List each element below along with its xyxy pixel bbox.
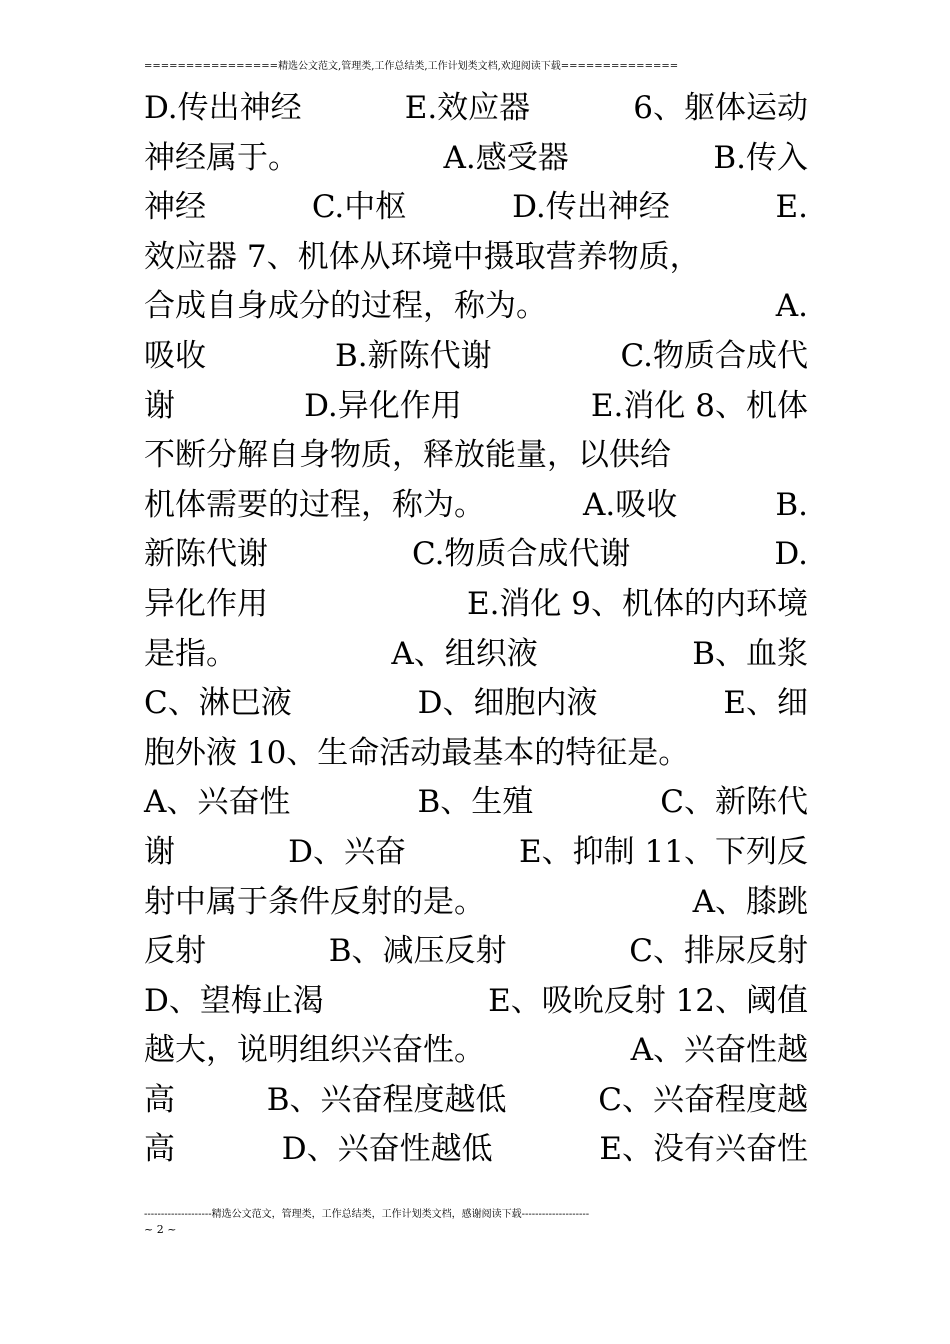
text-line	[144, 1026, 808, 1076]
text-segment: 6、躯体运动	[633, 90, 808, 126]
text-segment: 高	[144, 1131, 175, 1168]
text-segment: 反射	[144, 933, 206, 970]
text-segment: 谢	[144, 833, 175, 870]
text-segment: 新陈代谢	[144, 536, 268, 573]
text-segment: C.物质合成代谢	[411, 536, 631, 573]
text-segment: B.传入	[713, 139, 808, 176]
text-segment: A.	[775, 288, 808, 325]
text-segment: 异化作用	[144, 585, 268, 622]
text-line	[144, 1076, 808, 1126]
text-segment: 越大，说明组织兴奋性。	[144, 1032, 485, 1069]
text-segment: 是指。	[144, 635, 237, 672]
text-segment: E、细	[723, 685, 808, 722]
text-segment: D、细胞内液	[417, 685, 598, 722]
text-segment: E、吸吮反射 12、阈值	[488, 982, 808, 1019]
text-segment: B.新陈代谢	[334, 337, 492, 374]
text-line	[144, 332, 808, 382]
text-segment: A.感受器	[443, 139, 569, 176]
text-segment: C、新陈代	[660, 784, 808, 821]
text-line	[144, 828, 808, 878]
text-segment: A、兴奋性越	[630, 1032, 808, 1069]
text-line	[144, 134, 808, 184]
page-header: ================精选公文范文,管理类,工作总结类,工作计划类文档,欢迎阅读下载==============	[144, 61, 679, 72]
text-segment: 胞外液 10、生命活动最基本的特征是。	[144, 734, 690, 771]
text-line	[144, 282, 808, 332]
text-segment: D.传出神经	[144, 90, 302, 126]
text-segment: E.效应器	[404, 90, 531, 126]
text-segment: B、减压反射	[328, 933, 507, 970]
text-segment: 谢	[144, 387, 175, 424]
text-segment: E.消化 8、机体	[590, 387, 808, 424]
page-number: ~ 2 ~	[144, 1223, 177, 1236]
text-line	[144, 382, 808, 432]
text-segment: D.异化作用	[304, 387, 462, 424]
document-body	[144, 84, 808, 1175]
text-segment: 效应器 7、机体从环境中摄取营养物质，	[144, 238, 701, 275]
text-line	[144, 233, 808, 283]
text-segment: 合成自身成分的过程，称为。	[144, 288, 547, 325]
page-footer: --------------------精选公文范文，管理类，工作总结类，工作计划类文档，感谢阅读下载--------------------	[144, 1209, 590, 1220]
text-line	[144, 630, 808, 680]
text-segment: B.	[775, 486, 808, 523]
text-segment: C.中枢	[311, 189, 407, 226]
text-segment: E、抑制 11、下列反	[519, 833, 808, 870]
text-segment: E.消化 9、机体的内环境	[466, 585, 808, 622]
text-segment: 射中属于条件反射的是。	[144, 883, 485, 920]
text-line	[144, 679, 808, 729]
text-segment: B、生殖	[417, 784, 534, 821]
text-segment: B、兴奋程度越低	[266, 1081, 507, 1118]
text-segment: A、组织液	[391, 635, 538, 672]
text-line	[144, 530, 808, 580]
text-segment: 机体需要的过程，称为。	[144, 486, 485, 523]
text-segment: D.	[774, 536, 808, 573]
text-segment: A、膝跳	[692, 883, 808, 920]
text-segment: D、兴奋	[288, 833, 406, 870]
text-segment: A.吸收	[583, 486, 678, 523]
text-line	[144, 778, 808, 828]
text-line	[144, 878, 808, 928]
text-line	[144, 84, 808, 134]
text-segment: C、兴奋程度越	[598, 1081, 808, 1118]
text-line	[144, 977, 808, 1027]
text-segment: A、兴奋性	[144, 784, 291, 821]
text-segment: D、望梅止渴	[144, 982, 324, 1019]
text-segment: 不断分解自身物质，释放能量，以供给	[144, 437, 671, 474]
text-segment: 吸收	[144, 337, 206, 374]
text-segment: D.传出神经	[512, 189, 670, 226]
text-line	[144, 481, 808, 531]
text-segment: 神经	[144, 189, 206, 226]
text-line	[144, 580, 808, 630]
text-line	[144, 729, 808, 779]
text-segment: D、兴奋性越低	[281, 1131, 493, 1168]
text-segment: C、淋巴液	[144, 685, 292, 722]
text-segment: 高	[144, 1081, 175, 1118]
text-segment: C.物质合成代	[620, 337, 808, 374]
text-line	[144, 927, 808, 977]
text-segment: E.	[775, 189, 808, 226]
text-segment: B、血浆	[692, 635, 808, 672]
text-line	[144, 1125, 808, 1175]
text-segment: E、没有兴奋性	[599, 1131, 808, 1168]
text-line	[144, 183, 808, 233]
text-line	[144, 431, 808, 481]
text-segment: C、排尿反射	[629, 933, 808, 970]
text-segment: 神经属于。	[144, 139, 299, 176]
